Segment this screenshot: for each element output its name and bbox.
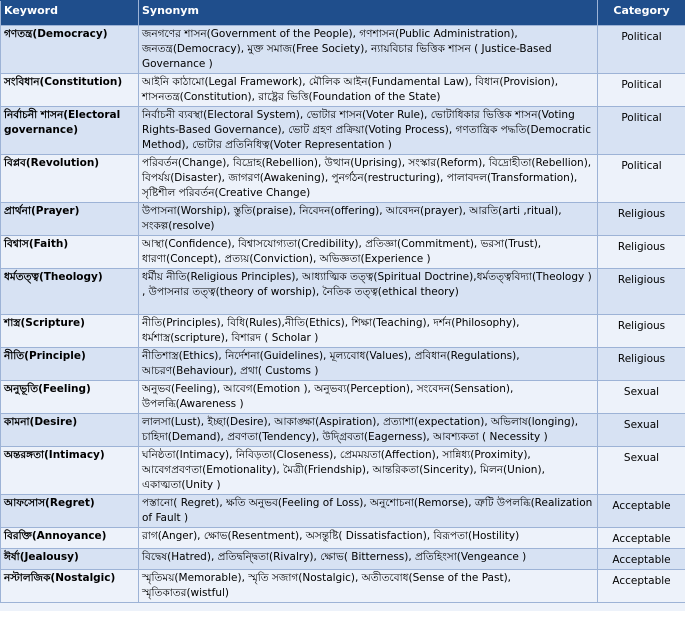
category-cell: Acceptable: [598, 549, 685, 570]
table-row: [1, 570, 685, 603]
keyword-cell: অন্তরঙ্গতা(Intimacy): [1, 447, 139, 495]
table-row: [1, 155, 685, 203]
table-row: [1, 414, 685, 447]
synonym-cell: আইনি কাঠামো(Legal Framework), মৌলিক আইন(Fundamental Law), বিধান(Provision), শাসনতন্ত্র(Constitution), রাষ্ট্রের ভিত্তি(Foundation of the State): [139, 74, 598, 107]
table-row: [1, 447, 685, 495]
category-cell: Political: [598, 155, 685, 203]
category-cell: Religious: [598, 269, 685, 315]
synonym-cell: রাগ(Anger), ক্ষোভ(Resentment), অসন্তুষ্টি( Dissatisfaction), বিরূপতা(Hostility): [139, 528, 598, 549]
table-row: [1, 315, 685, 348]
synonym-cell: নীতি(Principles), বিধি(Rules),নীতি(Ethics), শিক্ষা(Teaching), দর্শন(Philosophy), ধর্মশাস্ত্র(scripture), বিশারদ ( Scholar ): [139, 315, 598, 348]
synonym-cell: অনুভব(Feeling), আবেগ(Emotion ), অনুভব্য(Perception), সংবেদন(Sensation), উপলব্ধি(Awareness ): [139, 381, 598, 414]
table-header-row: [1, 1, 685, 26]
keyword-cell: ধর্মতত্ত্ব(Theology): [1, 269, 139, 315]
keyword-cell: প্রার্থনা(Prayer): [1, 203, 139, 236]
table-row: [1, 528, 685, 549]
header-category: Category: [598, 1, 685, 26]
header-keyword: Keyword: [1, 1, 139, 26]
category-cell: Religious: [598, 236, 685, 269]
synonym-cell: উপাসনা(Worship), স্তুতি(praise), নিবেদন(offering), আবেদন(prayer), আরতি(arti ,ritual), সংকল্প(resolve): [139, 203, 598, 236]
keyword-cell: বিপ্লব(Revolution): [1, 155, 139, 203]
category-cell: Acceptable: [598, 528, 685, 549]
synonym-cell: ধর্মীয় নীতি(Religious Principles), আধ্যাত্মিক তত্ত্ব(Spiritual Doctrine),ধর্মতত্ত্ববিদ্যা(Theology ) , উপাসনার তত্ত্ব(theory of worship), নৈতিক তত্ত্ব(ethical theory): [139, 269, 598, 315]
synonym-cell: আস্থা(Confidence), বিশ্বাসযোগ্যতা(Credibility), প্রতিজ্ঞা(Commitment), ভরসা(Trust), ধারণা(Concept), প্রত্যয়(Conviction), অভিজ্ঞতা(Experience ): [139, 236, 598, 269]
header-synonym: Synonym: [139, 1, 598, 26]
synonym-cell: নির্বাচনী ব্যবস্থা(Electoral System), ভোটার শাসন(Voter Rule), ভোটাধিকার ভিত্তিক শাসন(Voting Rights-Based Governance), ভোট গ্রহণ প্রক্রিয়া(Voting Process), গণতান্ত্রিক পদ্ধতি(Democratic Method), ভোটার প্রতিনিধিত্ব(Voter Representation ): [139, 107, 598, 155]
keyword-cell: সংবিধান(Constitution): [1, 74, 139, 107]
table-row: [1, 26, 685, 74]
category-cell: Political: [598, 74, 685, 107]
keyword-cell: গণতন্ত্র(Democracy): [1, 26, 139, 74]
category-cell: Sexual: [598, 381, 685, 414]
table-row: [1, 107, 685, 155]
synonym-cell: লালসা(Lust), ইচ্ছা(Desire), আকাঙ্ক্ষা(Aspiration), প্রত্যাশা(expectation), অভিলাষ(longing), চাহিদা(Demand), প্রবণতা(Tendency), উদ্গ্রিবতা(Eagerness), আবশ্যকতা ( Necessity ): [139, 414, 598, 447]
keyword-cell: নির্বাচনী শাসন(Electoral governance): [1, 107, 139, 155]
synonym-cell: পরিবর্তন(Change), বিদ্রোহ(Rebellion), উত্থান(Uprising), সংস্কার(Reform), বিদ্রোহীতা(Rebellion), বিপর্যয়(Disaster), জাগরণ(Awakening), পুনর্গঠন(restructuring), পালাবদল(Transformation), সৃষ্টিশীল পরিবর্তন(Creative Change): [139, 155, 598, 203]
table-row: [1, 236, 685, 269]
synonym-cell: জনগণের শাসন(Government of the People), গণশাসন(Public Administration), জনতন্ত্র(Democracy), মুক্ত সমাজ(Free Society), ন্যায়বিচার ভিত্তিক শাসন ( Justice-Based Governance ): [139, 26, 598, 74]
category-cell: Religious: [598, 348, 685, 381]
category-cell: Acceptable: [598, 570, 685, 603]
category-cell: Political: [598, 26, 685, 74]
table-row: [1, 549, 685, 570]
table-row: [1, 381, 685, 414]
table-row: [1, 74, 685, 107]
synonym-cell: ঘনিষ্ঠতা(Intimacy), নিবিড়তা(Closeness), প্রেমময়তা(Affection), সান্নিধ্য(Proximity), আবেগপ্রবণতা(Emotionality), মৈত্রী(Friendship), আন্তরিকতা(Sincerity), মিলন(Union), একাত্মতা(Unity ): [139, 447, 598, 495]
table-row: [1, 495, 685, 528]
category-cell: Acceptable: [598, 495, 685, 528]
synonym-cell: পস্তানো( Regret), ক্ষতি অনুভব(Feeling of Loss), অনুশোচনা(Remorse), ত্রুটি উপলব্ধি(Realization of Fault ): [139, 495, 598, 528]
keyword-cell: বিরক্তি(Annoyance): [1, 528, 139, 549]
keyword-cell: শাস্ত্র(Scripture): [1, 315, 139, 348]
category-cell: Sexual: [598, 414, 685, 447]
category-cell: Religious: [598, 203, 685, 236]
category-cell: Political: [598, 107, 685, 155]
category-cell: Religious: [598, 315, 685, 348]
keyword-cell: বিশ্বাস(Faith): [1, 236, 139, 269]
table-body: [1, 26, 685, 603]
synonym-cell: নীতিশাস্ত্র(Ethics), নির্দেশনা(Guidelines), মূল্যবোধ(Values), প্রবিধান(Regulations), আচরণ(Behaviour), প্রথা( Customs ): [139, 348, 598, 381]
table-row: [1, 269, 685, 315]
synonym-cell: বিদ্বেষ(Hatred), প্রতিদ্বন্দ্বিতা(Rivalry), ক্ষোভ( Bitterness), প্রতিহিংসা(Vengeance ): [139, 549, 598, 570]
category-cell: Sexual: [598, 447, 685, 495]
keyword-cell: অনুভূতি(Feeling): [1, 381, 139, 414]
table-row: [1, 348, 685, 381]
table-footer-strip: [0, 603, 685, 611]
keyword-cell: নীতি(Principle): [1, 348, 139, 381]
synonym-cell: স্মৃতিময়(Memorable), স্মৃতি সজাগ(Nostalgic), অতীতবোধ(Sense of the Past), স্মৃতিকাতর(wistful): [139, 570, 598, 603]
keyword-cell: আফসোস(Regret): [1, 495, 139, 528]
keyword-cell: নস্টালজিক(Nostalgic): [1, 570, 139, 603]
keyword-cell: কামনা(Desire): [1, 414, 139, 447]
keyword-cell: ঈর্ষা(Jealousy): [1, 549, 139, 570]
table-row: [1, 203, 685, 236]
